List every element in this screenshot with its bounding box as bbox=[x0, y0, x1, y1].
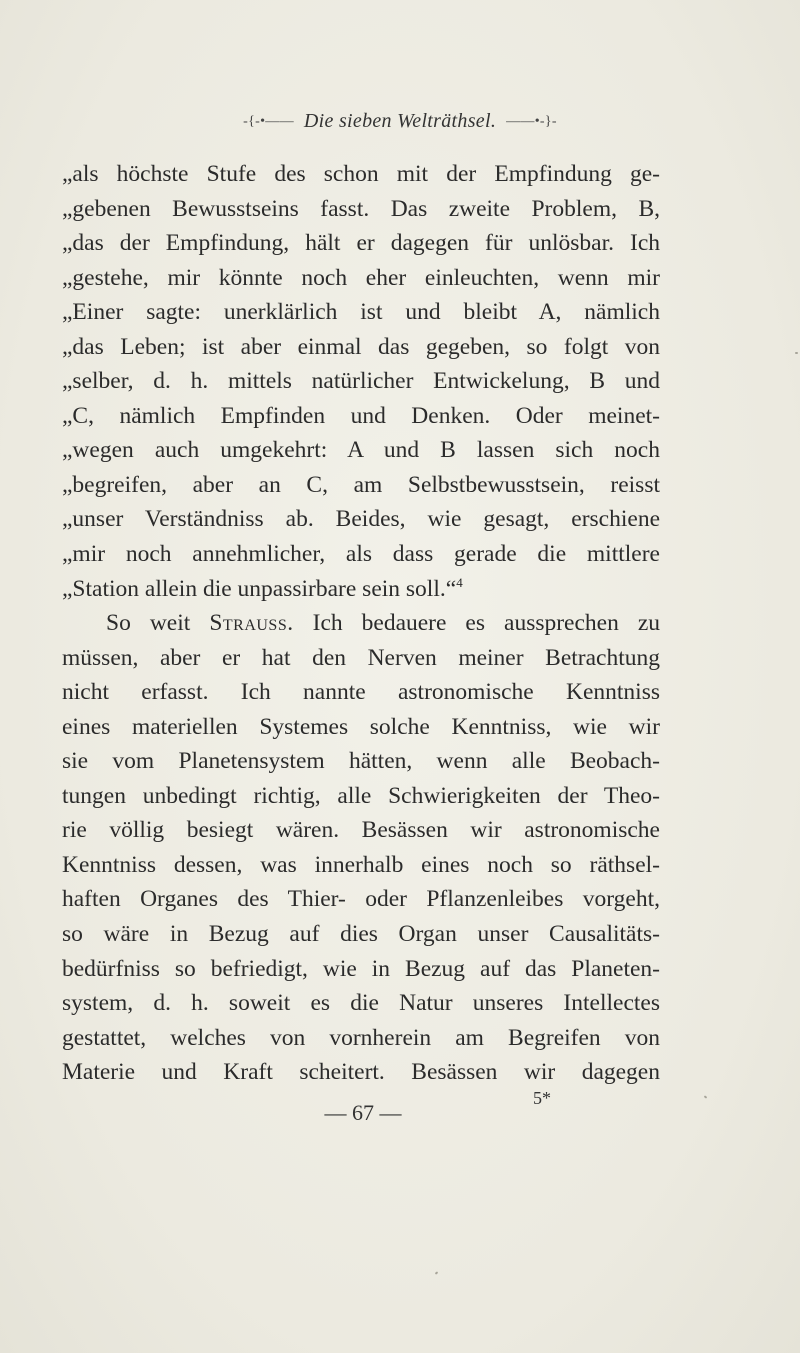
page-number: — 67 — bbox=[324, 1100, 402, 1125]
body-text bbox=[62, 157, 660, 1090]
text-line: müssen, aber er hat den Nerven meiner Betrachtung bbox=[62, 644, 660, 671]
text-line: „mir noch annehmlicher, als dass gerade die mittlere bbox=[62, 541, 660, 568]
text-line: tungen unbedingt richtig, alle Schwierigkeiten der Theo- bbox=[62, 782, 660, 809]
text-line: gestattet, welches von vornherein am Begreifen von bbox=[62, 1024, 660, 1051]
text-line: system, d. h. soweit es die Natur unseres Intellectes bbox=[62, 990, 660, 1017]
quote-end-line bbox=[62, 572, 660, 607]
text-line: „begreifen, aber an C, am Selbstbewusstsein, reisst bbox=[62, 471, 660, 498]
text-line: nicht erfasst. Ich nannte astronomische Kenntniss bbox=[62, 679, 660, 706]
text-line: „Station allein die unpassirbare sein soll.“ bbox=[62, 575, 457, 602]
author-name: Strauss. bbox=[209, 610, 294, 637]
text-line: so wäre in Bezug auf dies Organ unser Causalitäts- bbox=[62, 921, 660, 948]
text-line: Kenntniss dessen, was innerhalb eines noch so räthsel- bbox=[62, 851, 660, 878]
ornament-left-icon: -{-•—— bbox=[243, 114, 294, 130]
text-line: haften Organes des Thier- oder Pflanzenleibes vorgeht, bbox=[62, 886, 660, 913]
text-line: sie vom Planetensystem hätten, wenn alle Beobach- bbox=[62, 748, 660, 775]
text-line: Materie und Kraft scheitert. Besässen wir dagegen bbox=[62, 1059, 660, 1086]
running-title: Die sieben Welträthsel. bbox=[303, 110, 497, 132]
paper-speck bbox=[435, 1271, 439, 1274]
paragraph-start: So weit bbox=[106, 610, 191, 637]
paper-speck bbox=[795, 352, 798, 354]
page-footer bbox=[0, 1088, 800, 1140]
text-line: „das der Empfindung, hält er dagegen für unlösbar. Ich bbox=[62, 230, 660, 257]
text-line: „als höchste Stufe des schon mit der Empfindung ge- bbox=[62, 161, 660, 187]
text-line: „wegen auch umgekehrt: A und B lassen sich noch bbox=[62, 437, 660, 464]
text-line: „das Leben; ist aber einmal das gegeben, so folgt von bbox=[62, 333, 660, 360]
running-header bbox=[0, 110, 800, 133]
text-line: „C, nämlich Empfinden und Denken. Oder meinet- bbox=[62, 402, 660, 429]
text-line: „Einer sagte: unerklärlich ist und bleibt A, nämlich bbox=[62, 299, 660, 326]
text-line: „gestehe, mir könnte noch eher einleuchten, wenn mir bbox=[62, 264, 660, 291]
paper-speck bbox=[704, 1095, 708, 1098]
text-line: „unser Verständniss ab. Beides, wie gesagt, erschiene bbox=[62, 506, 660, 533]
paragraph-start-line bbox=[62, 606, 660, 641]
ornament-right-icon: ——•-}- bbox=[506, 114, 557, 130]
text-line: „gebenen Bewusstseins fasst. Das zweite Problem, B, bbox=[62, 195, 660, 222]
text-line: eines materiellen Systemes solche Kenntniss, wie wir bbox=[62, 713, 660, 740]
footnote-marker: 4 bbox=[456, 574, 463, 590]
text-line: „selber, d. h. mittels natürlicher Entwickelung, B und bbox=[62, 368, 660, 395]
printer-signature: 5* bbox=[533, 1088, 551, 1108]
text-line: rie völlig besiegt wären. Besässen wir astronomische bbox=[62, 817, 660, 844]
text-line: Ich bedauere es aussprechen zu bbox=[312, 610, 661, 637]
text-line: bedürfniss so befriedigt, wie in Bezug auf das Planeten- bbox=[62, 955, 660, 982]
